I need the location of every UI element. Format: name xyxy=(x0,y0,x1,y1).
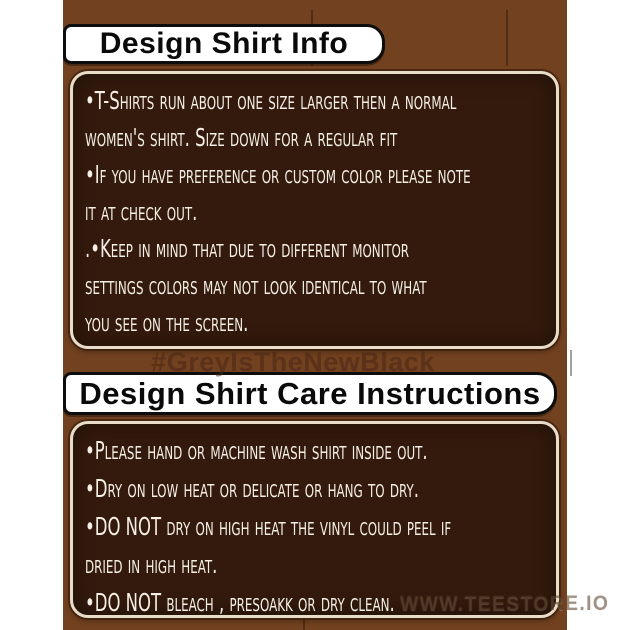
care-box xyxy=(70,421,610,618)
info-line: women's shirt. Size down for a regular fit xyxy=(85,123,398,152)
info-line: you see on the screen. xyxy=(85,308,249,337)
care-line: •Dry on low heat or delicate or hang to dry. xyxy=(85,474,419,503)
info-title-banner xyxy=(63,24,385,64)
info-line: •T-Shirts run about one size larger then a normal xyxy=(85,86,457,115)
care-line: dried in high heat. xyxy=(85,550,218,579)
hashtag-watermark: #GreyIsTheNewBlack xyxy=(151,347,435,377)
care-line: •Please hand or machine wash shirt inside out. xyxy=(85,436,428,465)
info-line: •If you have preference or custom color please note xyxy=(85,160,471,189)
wood-seam xyxy=(570,350,572,376)
care-title: Design Shirt Care Instructions xyxy=(79,375,541,411)
info-line: it at check out. xyxy=(85,197,198,226)
info-title: Design Shirt Info xyxy=(99,27,349,60)
wood-seam xyxy=(303,619,305,630)
care-title-banner xyxy=(63,372,557,415)
info-line: settings colors may not look identical to what xyxy=(85,271,427,300)
care-line: •DO NOT dry on high heat the vinyl could peel if xyxy=(85,512,452,541)
info-line: .•Keep in mind that due to different monitor xyxy=(85,234,410,263)
wood-seam xyxy=(506,10,508,66)
store-watermark: WWW.TEESTORE.IO xyxy=(400,592,610,615)
info-box xyxy=(70,71,559,349)
care-line: •DO NOT bleach , presoakk or dry clean. xyxy=(85,588,395,617)
